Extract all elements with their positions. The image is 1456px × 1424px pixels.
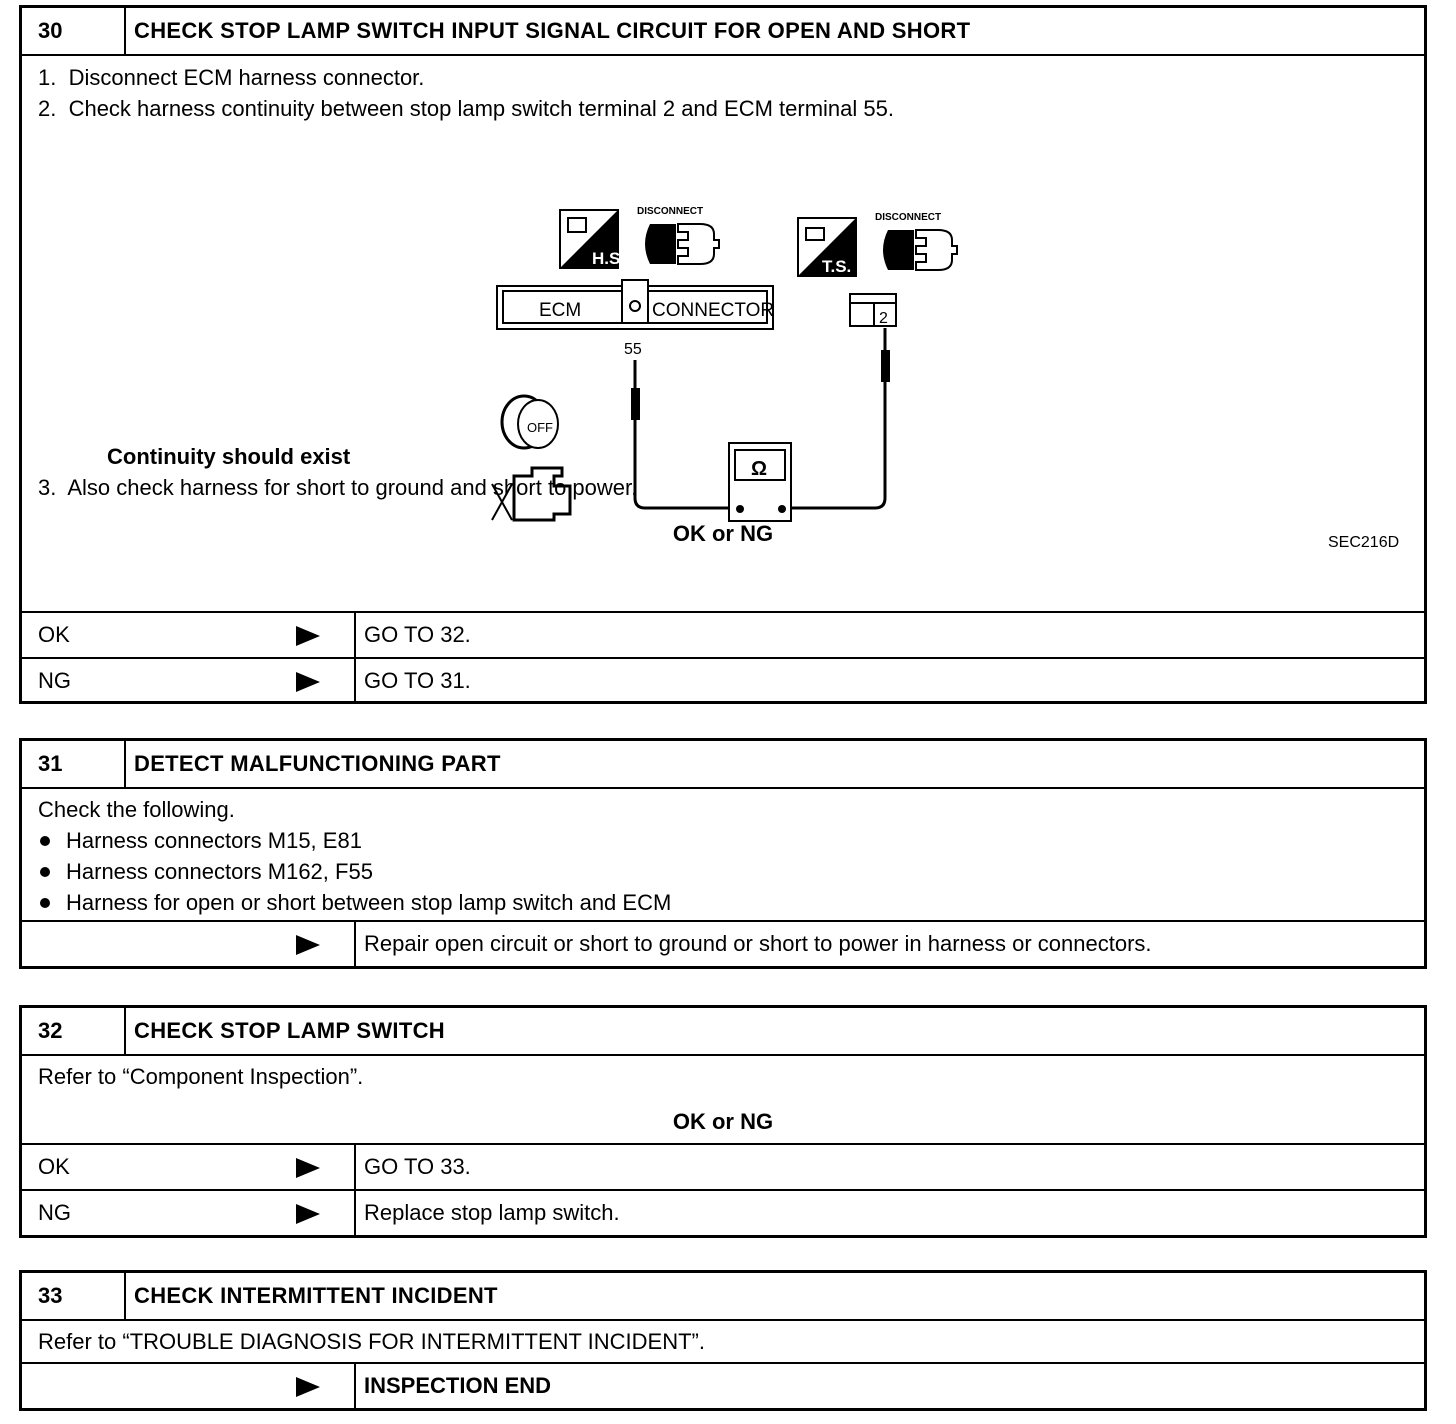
step-number: 30 xyxy=(22,8,126,54)
step-header xyxy=(22,8,1424,56)
stop-lamp-switch-connector xyxy=(850,294,896,327)
instruction: 2. Check harness continuity between stop lamp switch terminal 2 and ECM terminal 55. xyxy=(38,96,894,121)
svg-text:DISCONNECT: DISCONNECT xyxy=(637,206,704,217)
harness-side-icon xyxy=(560,210,625,268)
expected-result: Continuity should exist xyxy=(107,444,351,469)
result-row[interactable] xyxy=(22,1362,1424,1408)
result-row[interactable] xyxy=(22,920,1424,966)
svg-text:T.S.: T.S. xyxy=(822,257,852,276)
arrow-right-icon xyxy=(296,626,320,646)
step-number: 32 xyxy=(22,1008,126,1054)
result-action[interactable]: Repair open circuit or short to ground or short to power in harness or connectors. xyxy=(364,931,1152,956)
step-title: CHECK STOP LAMP SWITCH INPUT SIGNAL CIRCUIT FOR OPEN AND SHORT xyxy=(134,18,971,43)
result-action[interactable]: GO TO 32. xyxy=(364,622,471,647)
result-action[interactable]: GO TO 33. xyxy=(364,1154,471,1179)
bullet-icon xyxy=(40,898,50,908)
svg-text:DISCONNECT: DISCONNECT xyxy=(875,212,942,223)
svg-text:OFF: OFF xyxy=(527,420,553,435)
step-body xyxy=(22,789,1424,920)
svg-text:ECM: ECM xyxy=(539,300,582,321)
result-row-ok[interactable] xyxy=(22,1143,1424,1189)
result-label: NG xyxy=(38,668,71,693)
arrow-right-icon xyxy=(296,1377,320,1397)
ecm-connector xyxy=(497,280,774,358)
arrow-right-icon xyxy=(296,1158,320,1178)
ohmmeter-icon xyxy=(729,443,791,521)
step-title: DETECT MALFUNCTIONING PART xyxy=(134,751,501,776)
svg-text:2: 2 xyxy=(879,310,888,327)
list-item: Harness connectors M162, F55 xyxy=(38,856,1408,887)
step-number: 31 xyxy=(22,741,126,787)
step-body xyxy=(22,1321,1424,1362)
instruction: 3. Also check harness for short to ground and short to power. xyxy=(38,475,638,500)
result-row-ok[interactable] xyxy=(22,611,1424,657)
intro-text: Check the following. xyxy=(38,797,235,822)
bullet-icon xyxy=(40,867,50,877)
result-label: OK xyxy=(38,622,70,647)
result-label: NG xyxy=(38,1200,71,1225)
step-title: CHECK INTERMITTENT INCIDENT xyxy=(134,1283,498,1308)
svg-text:H.S.: H.S. xyxy=(592,249,626,268)
instruction: 1. Disconnect ECM harness connector. xyxy=(38,65,425,90)
list-item: Harness connectors M15, E81 xyxy=(38,825,1408,856)
result-action[interactable]: INSPECTION END xyxy=(364,1373,552,1398)
disconnect-icon xyxy=(637,206,719,264)
ok-or-ng-label: OK or NG xyxy=(672,1109,774,1134)
arrow-right-icon xyxy=(296,935,320,955)
ok-or-ng-label: OK or NG xyxy=(672,521,774,546)
result-action[interactable]: GO TO 31. xyxy=(364,668,471,693)
instruction: Refer to “TROUBLE DIAGNOSIS FOR INTERMITTENT INCIDENT”. xyxy=(38,1329,705,1354)
step-body xyxy=(22,56,1424,611)
ignition-off-icon xyxy=(502,396,558,448)
instruction: Refer to “Component Inspection”. xyxy=(38,1064,364,1089)
figure-id: SEC216D xyxy=(1328,534,1400,551)
bullet-icon xyxy=(40,836,50,846)
arrow-right-icon xyxy=(296,1204,320,1224)
step-header xyxy=(22,1008,1424,1056)
terminal-side-icon xyxy=(798,218,856,276)
arrow-right-icon xyxy=(296,672,320,692)
result-label: OK xyxy=(38,1154,70,1179)
result-row-ng[interactable] xyxy=(22,1189,1424,1235)
step-number: 33 xyxy=(22,1273,126,1319)
step-30-box xyxy=(19,5,1427,704)
step-header xyxy=(22,741,1424,789)
step-header xyxy=(22,1273,1424,1321)
step-31-box xyxy=(19,738,1427,969)
list-item: Harness for open or short between stop lamp switch and ECM xyxy=(38,887,1408,918)
step-body xyxy=(22,1056,1424,1143)
svg-text:Ω: Ω xyxy=(751,458,768,480)
svg-text:55: 55 xyxy=(624,341,642,358)
step-title: CHECK STOP LAMP SWITCH xyxy=(134,1018,445,1043)
result-action[interactable]: Replace stop lamp switch. xyxy=(364,1200,620,1225)
disconnect-icon xyxy=(875,212,957,270)
step-32-box xyxy=(19,1005,1427,1238)
svg-text:CONNECTOR: CONNECTOR xyxy=(652,300,775,321)
result-row-ng[interactable] xyxy=(22,657,1424,703)
step-33-box xyxy=(19,1270,1427,1411)
